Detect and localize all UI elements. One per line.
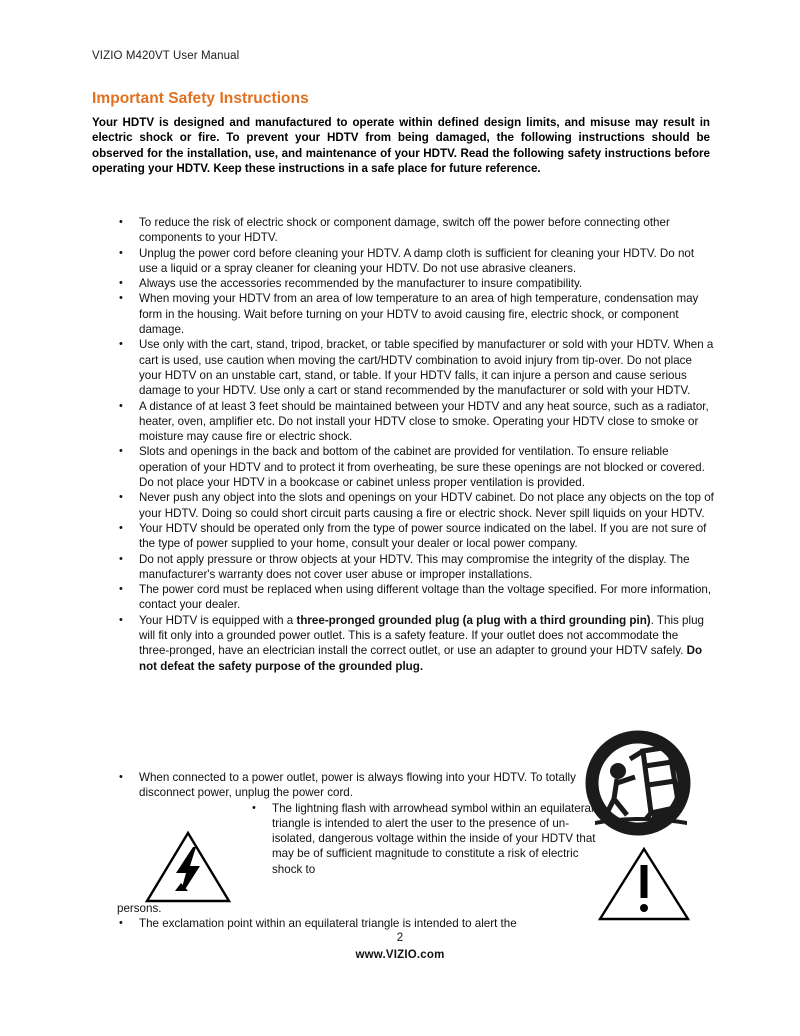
list-item [117,276,714,291]
intro-paragraph [92,115,710,177]
list-item [117,291,714,337]
list-item [117,582,714,613]
list-item [117,337,714,398]
page-footer [0,930,800,964]
list-item [117,215,714,246]
list-item-grounded-plug [117,613,714,674]
bullet-icon: • [119,771,123,783]
bullet-icon: • [119,338,123,351]
list-item-text: Never push any object into the slots and openings on your HDTV cabinet. Do not place any objects on the top of your HDTV. Doing so could short circuit parts causing a fire or electric shock. Never spill liquids on your HDTV. [139,491,714,520]
bullet-icon: • [119,521,123,534]
bullet-icon: • [252,801,256,814]
page-title: Important Safety Instructions [92,90,309,107]
list-item [117,444,714,490]
list-item [117,521,714,552]
page-number: 2 [396,932,404,944]
intro-text: Your HDTV is designed and manufactured to operate within defined design limits, and misuse may result in electric shock or fire. To prevent your HDTV from being damaged, the following instructions should be observed for the installation, use, and maintenance of your HDTV. Read the following safety instructions before operating your HDTV. Keep these instructions in a safe place for future reference. [92,116,710,176]
list-item-text: The exclamation point within an equilateral triangle is intended to alert the [139,916,517,930]
no-portable-cart-icon [583,733,701,841]
list-item-text: When connected to a power outlet, power is always flowing into your HDTV. To totally disconnect power, unplug the power cord. [139,771,576,800]
bullet-icon: • [119,491,123,504]
list-item-text: To reduce the risk of electric shock or component damage, switch off the power before connecting other components to your HDTV. [139,216,670,245]
bullet-icon: • [119,399,123,412]
list-item-text: Your HDTV should be operated only from the type of power source indicated on the label. If you are not sure of the type of power supplied to your home, consult your dealer or local power company. [139,521,707,551]
grounded-plug-part2: . This plug will fit only into a grounded power outlet. This is a safety feature. If your outlet does not accommodate the three-pronged, have an electrician install the correct outlet, or use an adapter to ground your HDTV safely. [139,613,704,658]
list-item-text: The power cord must be replaced when using different voltage than the voltage specified. For more information, contact your dealer. [139,583,712,612]
lightning-bolt-triangle-icon [143,829,233,905]
list-item-text [139,613,704,674]
list-item-text: Use only with the cart, stand, tripod, bracket, or table specified by manufacturer or sold with your HDTV. When a cart is used, use caution when moving the cart/HDTV combination to avoid injury from tip-over. Do not place your HDTV on an unstable cart, stand, or table. If your HDTV falls, it can injure a person and cause serious damage to your HDTV. Use only a cart or stand recommended by the manufacturer or sold with your HDTV. [139,338,714,398]
bullet-icon: • [119,583,123,596]
list-item-text: Slots and openings in the back and bottom of the cabinet are provided for ventilation. To ensure reliable operation of your HDTV and to protect it from overheating, be sure these openings are not blocked or covered. Do not place your HDTV in a bookcase or cabinet unless proper ventilation is provided. [139,445,705,490]
grounded-plug-part1: Your HDTV is equipped with a [139,613,297,627]
list-item [117,246,714,277]
list-item-text: When moving your HDTV from an area of low temperature to an area of high temperature, condensation may form in the housing. Wait before turning on your HDTV to avoid causing fire, electric shock, or component damage. [139,292,699,337]
bullet-icon: • [119,552,123,565]
exclamation-triangle-icon [596,845,692,923]
list-item [117,552,714,583]
grounded-plug-bold1: three-pronged grounded plug (a plug with a third grounding pin) [296,613,651,627]
list-item-power-outlet [117,770,609,801]
list-item-lightning-description [250,801,602,877]
bullet-icon: • [119,216,123,228]
list-item-text: The lightning flash with arrowhead symbol within an equilateral triangle is intended to alert the user to the presence of un-isolated, dangerous voltage within the inside of your HDTV that may be of sufficient magnitude to constitute a risk of electric shock to [272,801,596,876]
list-item-text: Always use the accessories recommended by the manufacturer to insure compatibility. [139,277,583,291]
list-item-text: Do not apply pressure or throw objects at your HDTV. This may compromise the integrity of the display. The manufacturer's warranty does not cover user abuse or improper installations. [139,552,690,581]
bullet-icon: • [119,445,123,458]
footer-website: www.VIZIO.com [355,949,445,961]
bullet-icon: • [119,613,123,626]
bullet-icon: • [119,292,123,305]
persons-text: persons. [117,901,162,915]
list-item-exclamation [117,916,619,931]
list-item [117,490,714,521]
bullet-icon: • [119,277,123,290]
grounded-plug-bold2: Do not defeat the safety purpose of the grounded plug. [139,644,703,673]
list-item-text: A distance of at least 3 feet should be maintained between your HDTV and any heat source, such as a radiator, heater, oven, amplifier etc. Do not install your HDTV close to smoke. Operating your HDTV close to smoke or moisture may cause fire or electric shock. [139,399,709,444]
list-item [117,399,714,445]
running-header: VIZIO M420VT User Manual [92,50,240,62]
safety-instructions-list [117,215,714,674]
bullet-icon: • [119,916,123,929]
bullet-icon: • [119,246,123,259]
list-item-text: Unplug the power cord before cleaning your HDTV. A damp cloth is sufficient for cleaning your HDTV. Do not use a liquid or a spray cleaner for cleaning your HDTV. Do not use abrasive cleaners. [139,246,695,275]
